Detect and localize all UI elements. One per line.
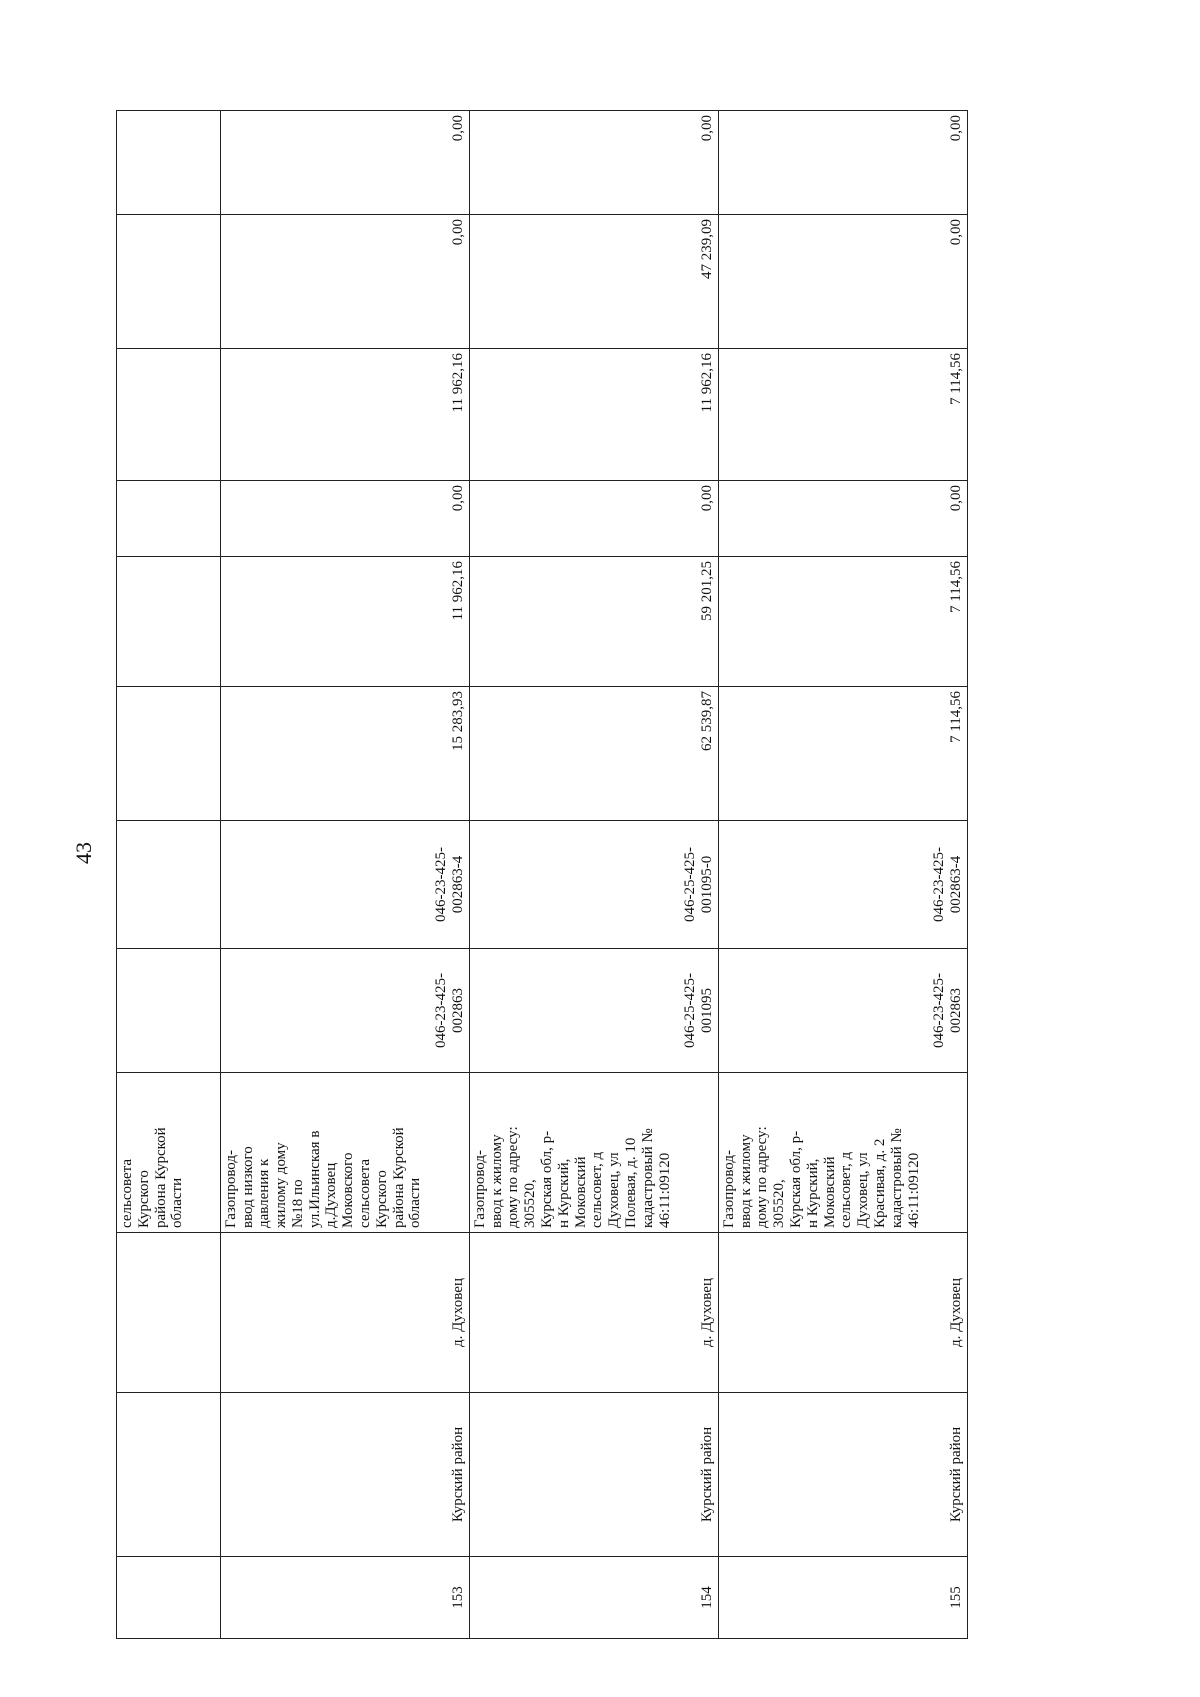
value-6: 0,00: [699, 115, 716, 142]
cell-district: [469, 1393, 718, 1557]
value-4: 11 962,16: [699, 353, 716, 413]
value-3: 0,00: [449, 485, 466, 512]
cell-object: [718, 1073, 967, 1233]
cell-value3: [117, 481, 221, 557]
cell-value5: [718, 215, 967, 349]
object-description: Газопровод- ввод низкого давления к жилому дому №18 по ул.Ильинская в д.Духовец Моковского сельсовета Курского района Курской области: [222, 1127, 424, 1228]
cell-value4: [718, 349, 967, 481]
cell-object: [469, 1073, 718, 1233]
cell-value5: [469, 215, 718, 349]
cell-settlement: [469, 1233, 718, 1393]
cell-no: [220, 1557, 469, 1639]
cell-settlement: [718, 1233, 967, 1393]
value-1: 15 283,93: [449, 691, 466, 751]
cell-value2: [469, 557, 718, 687]
cell-value1: [718, 687, 967, 821]
cell-value4: [220, 349, 469, 481]
registration-number: 046-25-425- 001095: [682, 973, 716, 1048]
settlement-text: д. Духовец: [948, 1278, 965, 1347]
cell-district: [718, 1393, 967, 1557]
cell-value6: [220, 111, 469, 215]
cell-reg-no: [718, 949, 967, 1073]
cell-reg-no: [117, 949, 221, 1073]
cell-district: [220, 1393, 469, 1557]
value-4: 7 114,56: [948, 353, 965, 405]
value-3: 0,00: [948, 485, 965, 512]
cell-no: [469, 1557, 718, 1639]
registration-number-full: 046-23-425- 002863-4: [433, 847, 466, 922]
row-number: 155: [948, 1586, 965, 1609]
cell-value3: [718, 481, 967, 557]
cell-value5: [117, 215, 221, 349]
cell-object: [220, 1073, 469, 1233]
settlement-text: д. Духовец: [449, 1278, 466, 1347]
value-6: 0,00: [948, 115, 965, 142]
row-number: 153: [449, 1586, 466, 1609]
table-row-continuation: [117, 111, 221, 1639]
cell-value2: [220, 557, 469, 687]
continuation-location: сельсовета Курского района Курской области: [119, 1127, 186, 1228]
table-row: [220, 111, 381, 1639]
cell-value3: [469, 481, 718, 557]
rotated-table-wrapper: [116, 111, 968, 1639]
cell-reg-no-full: [117, 821, 221, 949]
registration-number-full: 046-23-425- 002863-4: [931, 847, 965, 922]
cell-object: [117, 1073, 221, 1233]
cell-value6: [117, 111, 221, 215]
cell-settlement: [117, 1233, 221, 1393]
object-description: Газопровод- ввод к жилому дому по адресу: 305520, Курская обл, р- н Курский, Моковский сельсовет, д Духовец, ул Полевая, д. 10 кадастровый № 46:11:09120: [471, 1126, 673, 1228]
cell-district: [117, 1393, 221, 1557]
object-description: Газопровод- ввод к жилому дому по адресу: 305520, Курская обл, р- н Курский, Моковский сельсовет, д Духовец, ул Красивая, д. 2 кадастровый № 46:11:09120: [720, 1126, 922, 1228]
registration-number: 046-23-425- 002863: [433, 973, 466, 1048]
cell-value4: [469, 349, 718, 481]
value-2: 59 201,25: [699, 561, 716, 621]
registration-number: 046-23-425- 002863: [931, 973, 965, 1048]
cell-value2: [117, 557, 221, 687]
table-row: [469, 111, 718, 1639]
cell-settlement: [220, 1233, 469, 1393]
row-number: 154: [699, 1586, 716, 1609]
value-2: 7 114,56: [948, 561, 965, 613]
cell-value1: [469, 687, 718, 821]
value-1: 7 114,56: [948, 691, 965, 743]
cell-value1: [117, 687, 221, 821]
cell-value6: [469, 111, 718, 215]
table-row: [718, 111, 967, 1639]
district-text: Курский район: [699, 1426, 716, 1523]
cell-reg-no-full: [469, 821, 718, 949]
cell-value5: [220, 215, 469, 349]
value-5: 0,00: [449, 219, 466, 246]
page-number: 43: [71, 842, 96, 864]
value-3: 0,00: [699, 485, 716, 512]
cell-reg-no: [220, 949, 469, 1073]
district-text: Курский район: [449, 1426, 466, 1523]
registration-number-full: 046-25-425- 001095-0: [682, 847, 716, 922]
cell-value2: [718, 557, 967, 687]
value-5: 47 239,09: [699, 219, 716, 279]
cell-value1: [220, 687, 469, 821]
cell-no: [117, 1557, 221, 1639]
cell-reg-no: [469, 949, 718, 1073]
cell-no: [718, 1557, 967, 1639]
cell-reg-no-full: [718, 821, 967, 949]
cell-value6: [718, 111, 967, 215]
value-1: 62 539,87: [699, 691, 716, 751]
value-5: 0,00: [948, 219, 965, 246]
cell-value4: [117, 349, 221, 481]
cell-value3: [220, 481, 469, 557]
value-2: 11 962,16: [449, 561, 466, 621]
district-text: Курский район: [948, 1426, 965, 1523]
registry-table: [116, 110, 968, 1639]
settlement-text: д. Духовец: [699, 1278, 716, 1347]
cell-reg-no-full: [220, 821, 469, 949]
value-6: 0,00: [449, 115, 466, 142]
value-4: 11 962,16: [449, 353, 466, 413]
